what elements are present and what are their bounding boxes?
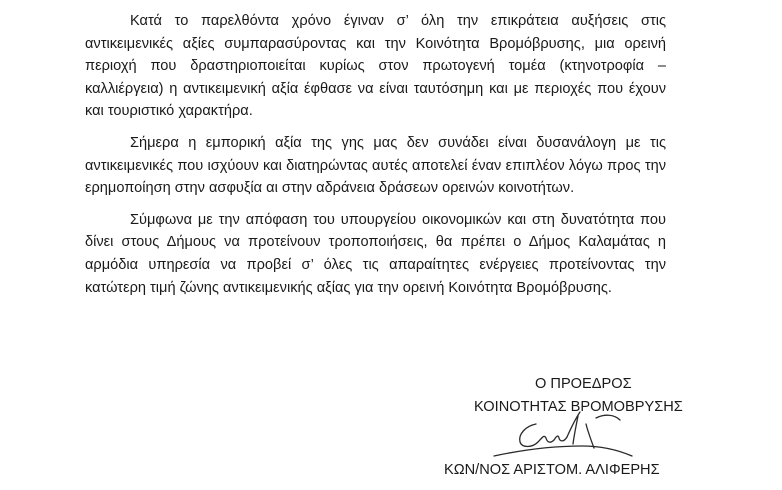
document-body — [85, 10, 666, 308]
paragraph-1: Κατά το παρελθόντα χρόνο έγιναν σ’ όλη την επικράτεια αυξήσεις στις αντικειμενικές αξίες συμπαρασύροντας και την Κοινότητα Βρομόβρυσης, μια ορεινή περιοχή που δραστηριοποιείται κυρίως στον πρωτογενή τομέα (κτηνοτροφία – καλλιέργεια) η αντικειμενική αξία έφθασε να είναι ταυτόσημη και με περιοχές που έχουν και τουριστικό χαρακτήρα. — [85, 13, 666, 120]
paragraph-3: Σύμφωνα με την απόφαση του υπουργείου οικονομικών και στη δυνατότητα που δίνει στους Δήμους να προτείνουν τροποποιήσεις, θα πρέπει ο Δήμος Καλαμάτας η αρμόδια υπηρεσία να προβεί σ’ όλες τις απαραίτητες ενέργειες προτείνοντας την κατώτερη τιμή ζώνης αντικειμενικής αξίας για την ορεινή Κοινότητα Βρομόβρυσης. — [85, 211, 666, 296]
paragraph-2: Σήμερα η εμπορική αξία της γης μας δεν συνάδει είναι δυσανάλογη με τις αντικειμενικές που ισχύουν και διατηρώντας αυτές αποτελεί έναν επιπλέον λόγω προς την ερημοποίηση στην ασφυξία αι στην αδράνεια δράσεων ορεινών κοινοτήτων. — [85, 134, 666, 197]
signatory-title: Ο ΠΡΟΕΔΡΟΣ — [535, 376, 632, 392]
handwritten-signature — [492, 404, 642, 466]
signatory-organization: ΚΟΙΝΟΤΗΤΑΣ ΒΡΟΜΟΒΡΥΣΗΣ — [474, 399, 683, 415]
signatory-name: ΚΩΝ/ΝΟΣ ΑΡΙΣΤΟΜ. ΑΛΙΦΕΡΗΣ — [444, 462, 660, 478]
